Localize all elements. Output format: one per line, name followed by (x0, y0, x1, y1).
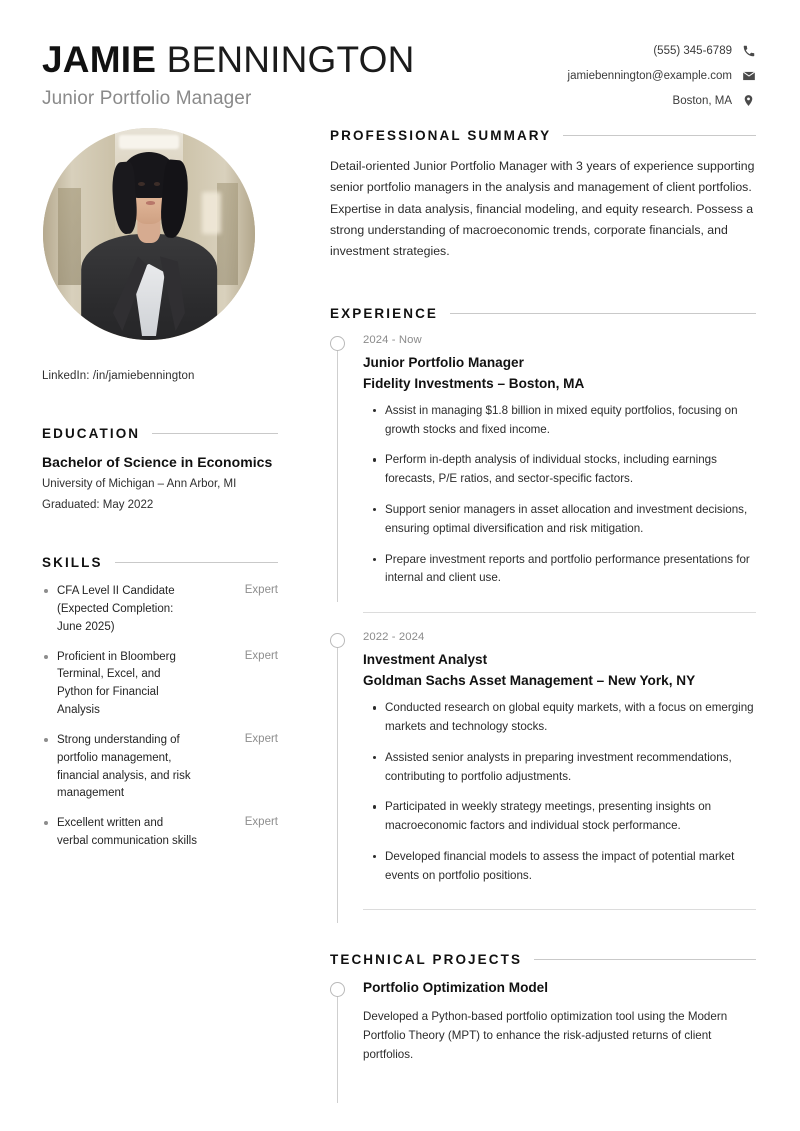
bullet-icon (44, 589, 48, 593)
experience-entry (330, 334, 756, 592)
skills-heading (42, 555, 278, 570)
bullet-icon (44, 821, 48, 825)
experience-company: Goldman Sachs Asset Management – New York, NY (363, 673, 696, 689)
projects-section (330, 952, 756, 1068)
contact-location-text: Boston, MA (672, 94, 732, 107)
experience-heading (330, 306, 756, 321)
contact-phone-text: (555) 345-6789 (653, 44, 732, 57)
skill-level: Expert (244, 816, 278, 829)
education-heading (42, 426, 278, 441)
timeline-dot-icon (330, 633, 345, 648)
right-column (294, 128, 756, 1069)
avatar (43, 128, 255, 340)
experience-date: 2022 - 2024 (363, 631, 425, 644)
experience-role: Investment Analyst (363, 652, 488, 668)
heading-rule (534, 959, 756, 960)
contact-location[interactable] (673, 93, 756, 108)
experience-company: Fidelity Investments – Boston, MA (363, 375, 585, 391)
experience-bullets (363, 402, 756, 588)
project-description: Developed a Python-based portfolio optimization tool using the Modern Portfolio Theory (MPT) to enhance the risk-adjusted returns of client portfolios. (363, 1010, 728, 1061)
skill-main (42, 583, 237, 636)
page-title (42, 40, 415, 79)
contact-email[interactable] (568, 68, 756, 83)
education-degree: Bachelor of Science in Economics (42, 454, 273, 471)
list-item: Prepare investment reports and portfolio performance presentations for internal and client use. (385, 551, 756, 589)
summary-section (330, 128, 756, 262)
experience-role: Junior Portfolio Manager (363, 354, 524, 370)
last-name: BENNINGTON (166, 39, 415, 80)
list-item: Conducted research on global equity markets, with a focus on emerging markets and technology stocks. (385, 699, 756, 737)
summary-text: Detail-oriented Junior Portfolio Manager with 3 years of experience supporting senior portfolio managers in the analysis and management of client portfolios. Expertise in data analysis, financial modeling, and equity research. Possess a strong understanding of macroeconomic trends, corporate financials, and investment strategies. (330, 159, 755, 258)
list-item (42, 732, 278, 803)
list-item: Developed financial models to assess the impact of potential market events on portfolio positions. (385, 848, 756, 886)
list-item (42, 815, 278, 851)
timeline-dot-icon (330, 336, 345, 351)
experience-date: 2024 - Now (363, 333, 422, 346)
list-item: Support senior managers in asset allocation and investment decisions, ensuring optimal diversification and risk mitigation. (385, 501, 756, 539)
timeline-line (337, 994, 338, 1102)
linkedin-link[interactable]: LinkedIn: /in/jamiebennington (42, 370, 195, 383)
summary-heading (330, 128, 756, 143)
list-item (42, 583, 278, 636)
photo-person-mouth (146, 201, 155, 204)
list-item: Assisted senior analysts in preparing investment recommendations, contributing to portfolio adjustments. (385, 749, 756, 787)
contact-email-text: jamiebennington@example.com (567, 69, 732, 82)
resume-header (0, 0, 800, 110)
map-pin-icon (741, 93, 756, 108)
skill-level: Expert (244, 649, 278, 662)
education-section (42, 426, 278, 511)
experience-entry (330, 631, 756, 889)
experience-bullets (363, 699, 756, 885)
list-item: Participated in weekly strategy meetings, presenting insights on macroeconomic factors and individual stock performance. (385, 798, 756, 836)
skill-name: Strong understanding of portfolio management, financial analysis, and risk management (57, 733, 191, 800)
project-entry (330, 980, 756, 1068)
skill-level: Expert (244, 584, 278, 597)
timeline-line (337, 645, 338, 923)
skill-name: CFA Level II Candidate (Expected Completion: June 2025) (57, 585, 175, 633)
project-title: Portfolio Optimization Model (363, 980, 549, 996)
skills-section (42, 555, 278, 851)
photo-ceiling-light (119, 135, 178, 150)
skill-main (42, 815, 237, 851)
projects-timeline (330, 980, 756, 1068)
projects-heading (330, 952, 756, 967)
heading-rule (152, 433, 278, 434)
skill-name: Excellent written and verbal communication skills (57, 817, 197, 847)
bullet-icon (44, 738, 48, 742)
name-block (42, 36, 415, 110)
entry-divider (363, 909, 756, 910)
phone-icon (741, 43, 756, 58)
photo-wall-glow (202, 192, 221, 234)
contact-phone[interactable] (653, 43, 756, 58)
experience-section (330, 306, 756, 911)
resume-body (0, 128, 800, 1069)
heading-rule (450, 313, 756, 314)
first-name: JAMIE (42, 39, 157, 80)
skill-main (42, 732, 237, 803)
contact-block (568, 36, 756, 108)
left-column (42, 128, 294, 1069)
experience-heading-text: EXPERIENCE (330, 305, 439, 321)
list-item: Perform in-depth analysis of individual stocks, including earnings forecasts, P/E ratios, and sector-specific factors. (385, 451, 756, 489)
skill-level: Expert (244, 732, 278, 745)
heading-rule (115, 562, 278, 563)
education-school: University of Michigan – Ann Arbor, MI (42, 478, 237, 491)
summary-heading-text: PROFESSIONAL SUMMARY (330, 128, 552, 144)
timeline-dot-icon (330, 982, 345, 997)
timeline-line (337, 348, 338, 602)
experience-timeline (330, 334, 756, 911)
envelope-icon (741, 68, 756, 83)
list-item (42, 649, 278, 720)
skill-name: Proficient in Bloomberg Terminal, Excel, and Python for Financial Analysis (57, 650, 176, 717)
bullet-icon (44, 655, 48, 659)
heading-rule (563, 135, 756, 136)
photo-door-left (58, 188, 81, 286)
projects-heading-text: TECHNICAL PROJECTS (330, 952, 523, 968)
skills-heading-text: SKILLS (42, 555, 103, 571)
list-item: Assist in managing $1.8 billion in mixed equity portfolios, focusing on growth stocks and fixed income. (385, 402, 756, 440)
skill-main (42, 649, 237, 720)
job-title: Junior Portfolio Manager (42, 88, 252, 110)
education-graduation: Graduated: May 2022 (42, 499, 154, 512)
entry-divider (363, 612, 756, 613)
education-heading-text: EDUCATION (42, 426, 141, 442)
